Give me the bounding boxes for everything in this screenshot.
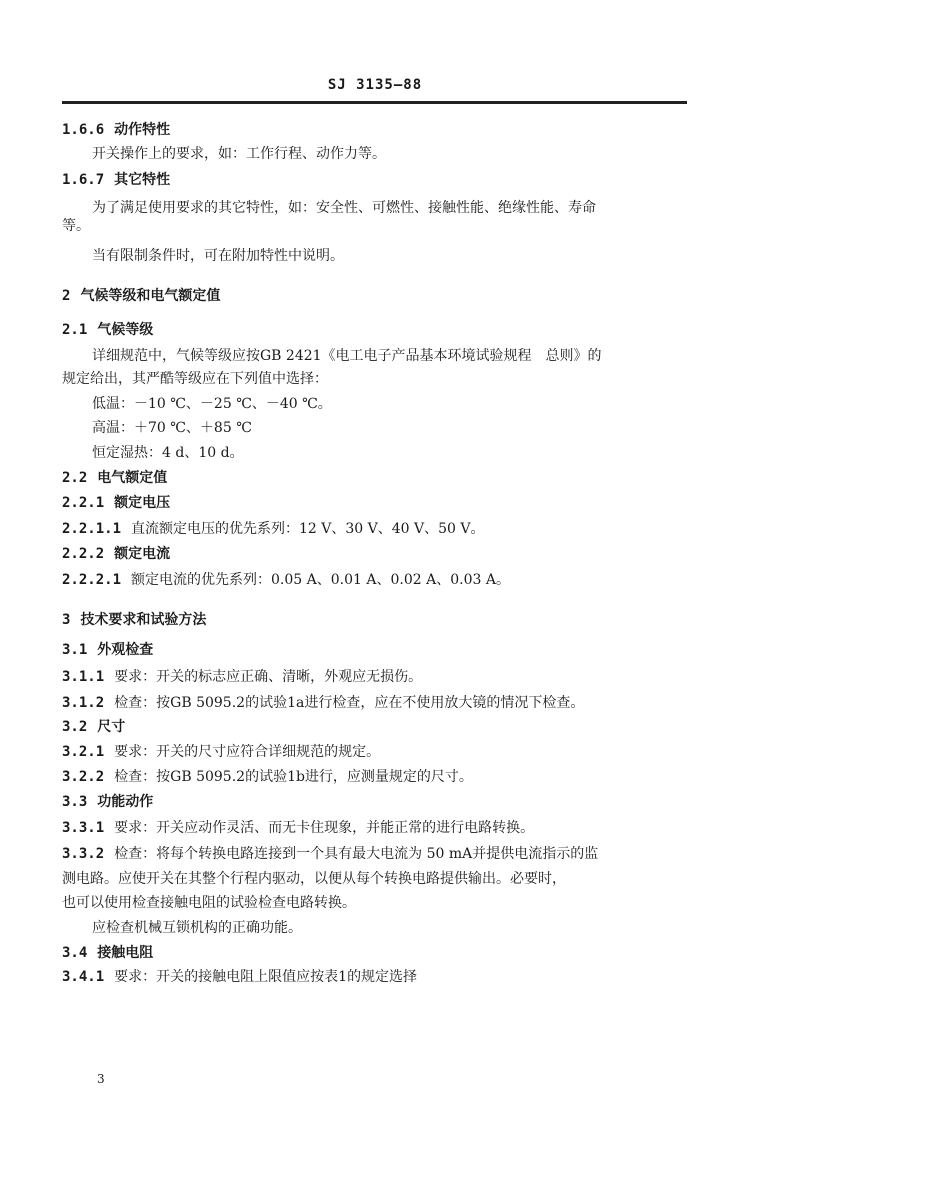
document-code-header: SJ 3135—88 — [327, 77, 423, 93]
clause-number: 3.1 — [62, 642, 88, 658]
page-number: 3 — [97, 1072, 105, 1086]
text-line — [92, 144, 386, 164]
heading-text: 功能动作 — [97, 794, 154, 810]
clause-number: 3.3 — [62, 794, 88, 810]
section-heading — [62, 640, 153, 660]
line-text: 规定给出，其严酷等级应在下列值中选择： — [62, 371, 328, 387]
line-text: 要求：开关应动作灵活、而无卡住现象，并能正常的进行电路转换。 — [114, 820, 535, 836]
clause-number: 3.1.2 — [62, 695, 105, 711]
text-line — [62, 818, 534, 838]
line-text: 也可以使用检查接触电阻的试验检查电路转换。 — [62, 895, 356, 911]
line-text: 高温：＋70 ℃、＋85 ℃ — [92, 420, 252, 436]
section-heading — [62, 120, 170, 140]
section-heading — [62, 943, 153, 963]
section-heading — [62, 468, 167, 488]
line-text: 测电路。应使开关在其整个行程内驱动，以便从每个转换电路提供输出。必要时， — [62, 871, 566, 887]
heading-text: 气候等级和电气额定值 — [80, 288, 221, 304]
heading-text: 电气额定值 — [97, 470, 168, 486]
section-heading — [62, 286, 220, 306]
line-text: 检查：按GB 5095.2的试验1a进行检查，应在不使用放大镜的情况下检查。 — [114, 695, 585, 711]
clause-number: 3.4 — [62, 945, 88, 961]
clause-number: 2.2.2 — [62, 546, 105, 562]
clause-number: 1.6.6 — [62, 122, 105, 138]
heading-text: 其它特性 — [114, 172, 171, 188]
clause-number: 2.2.1 — [62, 495, 105, 511]
line-text: 等。 — [62, 218, 90, 234]
text-line — [62, 893, 356, 913]
heading-text: 气候等级 — [97, 322, 154, 338]
heading-text: 额定电压 — [114, 495, 171, 511]
section-heading — [62, 544, 170, 564]
line-text: 恒定湿热：4 d、10 d。 — [92, 445, 244, 461]
clause-number: 3 — [62, 612, 71, 628]
line-text: 额定电流的优先系列：0.05 A、0.01 A、0.02 A、0.03 A。 — [131, 572, 510, 588]
text-line — [62, 216, 90, 236]
heading-text: 技术要求和试验方法 — [80, 612, 207, 628]
clause-number: 3.3.1 — [62, 820, 105, 836]
heading-text: 动作特性 — [114, 122, 171, 138]
clause-number: 3.1.1 — [62, 669, 105, 685]
line-text: 要求：开关的尺寸应符合详细规范的规定。 — [114, 744, 381, 760]
line-text: 应检查机械互锁机构的正确功能。 — [92, 920, 302, 936]
section-heading — [62, 320, 153, 340]
text-line — [62, 869, 566, 889]
section-heading — [62, 610, 206, 630]
section-heading — [62, 170, 170, 190]
heading-text: 外观检查 — [97, 642, 154, 658]
line-text: 直流额定电压的优先系列：12 V、30 V、40 V、50 V。 — [131, 521, 485, 537]
line-text: 当有限制条件时，可在附加特性中说明。 — [92, 248, 344, 264]
text-line — [92, 443, 244, 463]
text-line — [62, 519, 485, 539]
text-line — [62, 767, 473, 787]
line-text: 详细规范中，气候等级应按GB 2421《电工电子产品基本环境试验规程 总则》的 — [92, 348, 602, 364]
heading-text: 接触电阻 — [97, 945, 154, 961]
line-text: 为了满足使用要求的其它特性，如：安全性、可燃性、接触性能、绝缘性能、寿命 — [92, 200, 596, 216]
text-line — [92, 918, 302, 938]
line-text: 检查：将每个转换电路连接到一个具有最大电流为 50 mA并提供电流指示的监 — [114, 846, 599, 862]
text-line — [62, 844, 598, 864]
heading-text: 尺寸 — [97, 719, 126, 735]
text-line — [62, 742, 380, 762]
clause-number: 2.2.1.1 — [62, 521, 122, 537]
header-rule — [62, 101, 687, 104]
heading-text: 额定电流 — [114, 546, 171, 562]
clause-number: 3.2 — [62, 719, 88, 735]
clause-number: 3.2.1 — [62, 744, 105, 760]
text-line — [62, 667, 422, 687]
clause-number: 2.2.2.1 — [62, 572, 122, 588]
line-text: 低温：－10 ℃、－25 ℃、－40 ℃。 — [92, 396, 332, 412]
text-line — [92, 346, 602, 366]
line-text: 检查：按GB 5095.2的试验1b进行，应测量规定的尺寸。 — [114, 769, 473, 785]
text-line — [92, 246, 344, 266]
line-text: 要求：开关的标志应正确、清晰，外观应无损伤。 — [114, 669, 423, 685]
text-line — [62, 693, 584, 713]
clause-number: 3.3.2 — [62, 846, 105, 862]
line-text: 要求：开关的接触电阻上限值应按表1的规定选择 — [114, 969, 418, 985]
clause-number: 2 — [62, 288, 71, 304]
section-heading — [62, 493, 170, 513]
clause-number: 3.2.2 — [62, 769, 105, 785]
clause-number: 2.2 — [62, 470, 88, 486]
text-line — [62, 967, 417, 987]
line-text: 开关操作上的要求，如：工作行程、动作力等。 — [92, 146, 386, 162]
text-line — [92, 418, 252, 438]
text-line — [92, 394, 332, 414]
section-heading — [62, 792, 153, 812]
text-line — [92, 198, 596, 218]
text-line — [62, 369, 328, 389]
clause-number: 3.4.1 — [62, 969, 105, 985]
clause-number: 1.6.7 — [62, 172, 105, 188]
clause-number: 2.1 — [62, 322, 88, 338]
section-heading — [62, 717, 125, 737]
text-line — [62, 570, 510, 590]
